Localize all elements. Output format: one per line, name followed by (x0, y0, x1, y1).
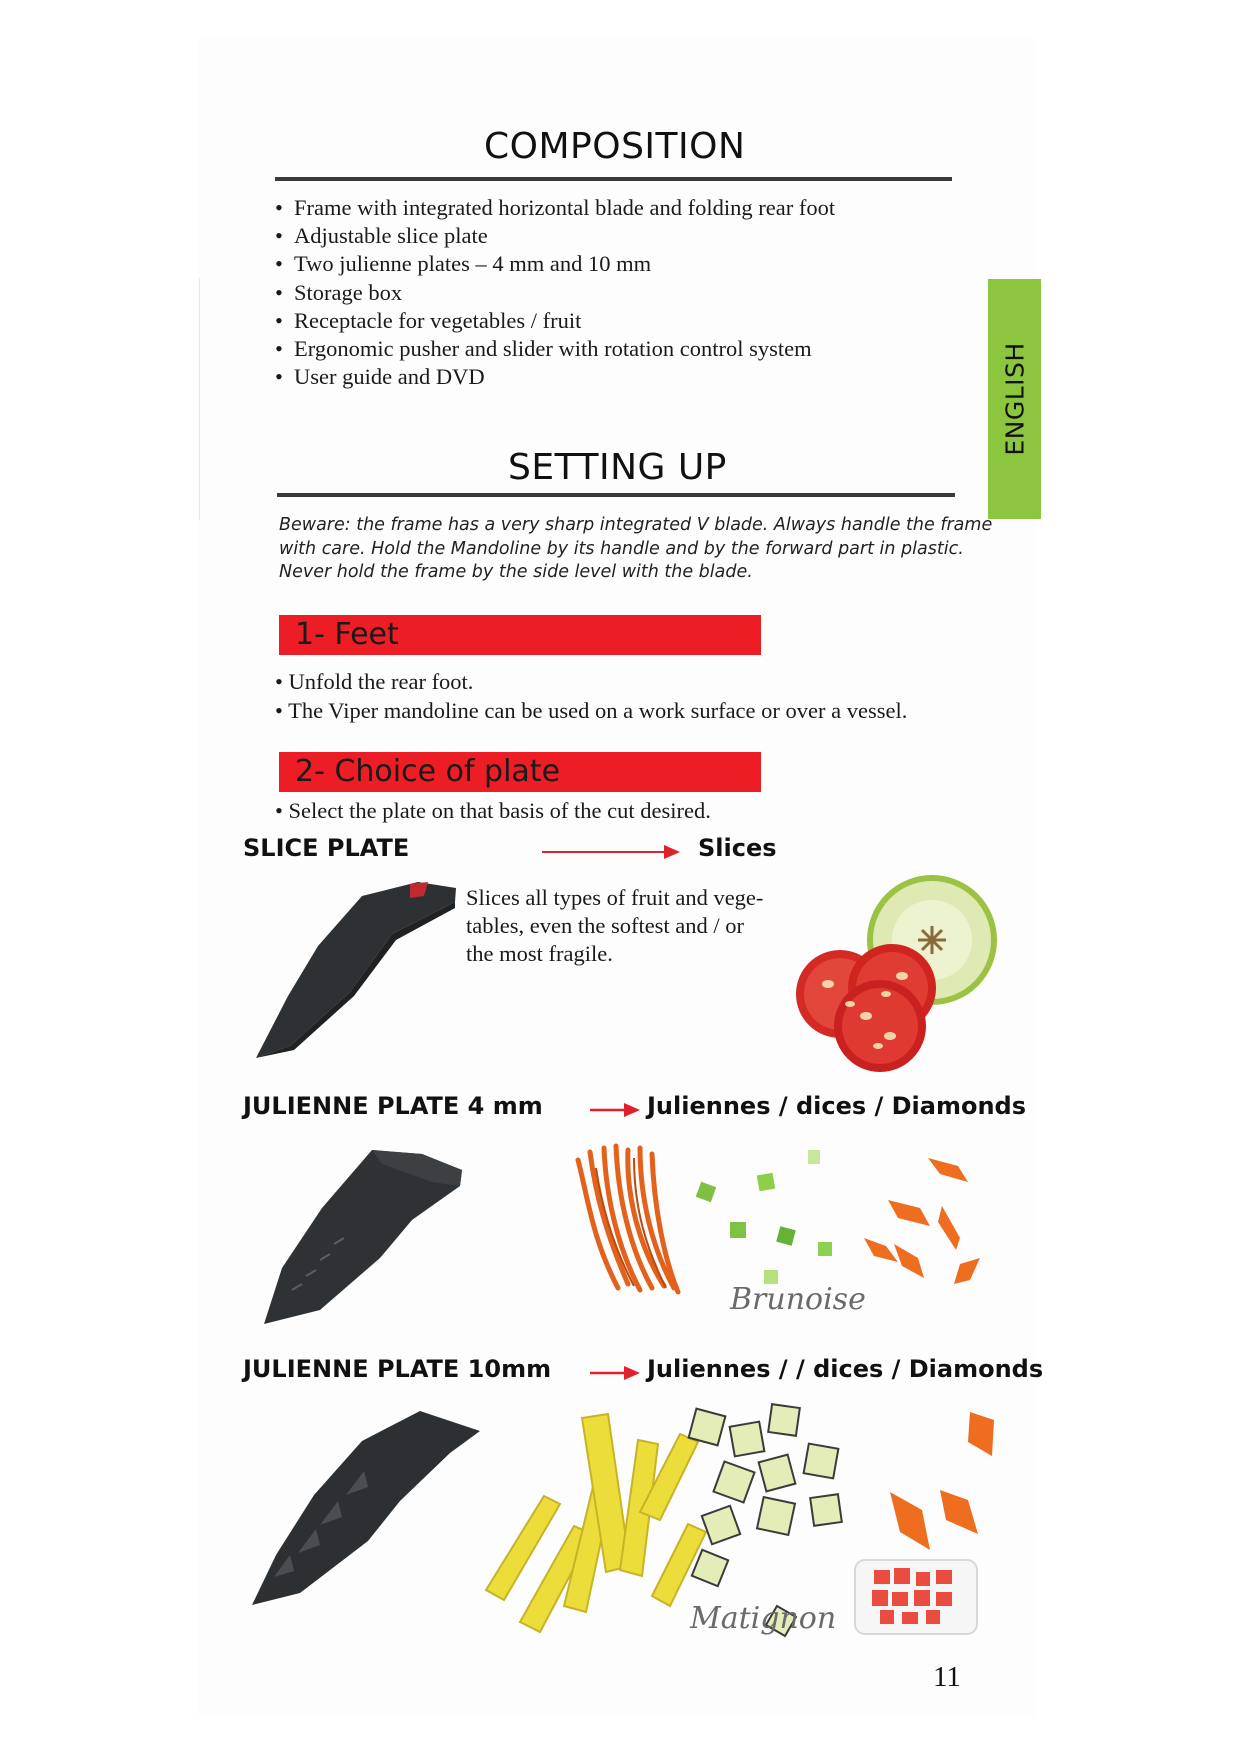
warning-line: with care. Hold the Mandoline by its handle and by the forward part in plastic. (279, 538, 964, 559)
step1-heading-bar (279, 615, 761, 655)
list-item: • Receptacle for vegetables / fruit (275, 307, 835, 335)
list-item: • Select the plate on that basis of the cut desired. (275, 798, 711, 823)
list-item: • The Viper mandoline can be used on a work surface or over a vessel. (275, 697, 908, 723)
warning-text (279, 514, 999, 585)
slice-plate-description (466, 884, 806, 969)
julienne-4mm-vegetables-image (568, 1138, 1008, 1298)
julienne-4mm-result: Juliennes / dices / Diamonds (647, 1092, 1027, 1120)
brunoise-label: Brunoise (730, 1282, 866, 1317)
setting-up-rule (277, 493, 955, 497)
julienne-10mm-result: Juliennes / / dices / Diamonds (647, 1355, 1044, 1383)
description-line: Slices all types of fruit and vege- (466, 885, 764, 910)
composition-title: COMPOSITION (484, 126, 746, 167)
list-item: • Ergonomic pusher and slider with rotation control system (275, 335, 835, 363)
step2-bullets (275, 797, 711, 826)
list-item: • Frame with integrated horizontal blade and folding rear foot (275, 194, 835, 222)
julienne-10mm-plate-image (250, 1405, 482, 1610)
list-item: • Unfold the rear foot. (275, 669, 474, 694)
step1-heading: 1- Feet (295, 617, 399, 652)
step2-heading-bar (279, 752, 761, 792)
matignon-label: Matignon (690, 1601, 837, 1636)
composition-list (275, 194, 835, 391)
slice-plate-result: Slices (698, 834, 777, 862)
julienne-10mm-label: JULIENNE PLATE 10mm (243, 1355, 552, 1383)
arrow-icon (542, 841, 682, 863)
arrow-icon (590, 1362, 642, 1384)
language-tab (988, 279, 1041, 519)
julienne-4mm-label: JULIENNE PLATE 4 mm (243, 1092, 543, 1120)
slice-plate-image (250, 876, 460, 1061)
tomato-apple-image (790, 876, 1005, 1076)
step1-bullets (275, 668, 907, 725)
list-item: • Adjustable slice plate (275, 222, 835, 250)
margin-line (199, 278, 200, 520)
warning-line: Beware: the frame has a very sharp integrated V blade. Always handle the frame (279, 515, 993, 535)
language-tab-label: ENGLISH (1000, 342, 1029, 456)
slice-plate-label: SLICE PLATE (243, 834, 410, 862)
julienne-4mm-plate-image (262, 1138, 467, 1330)
composition-rule (275, 177, 952, 181)
setting-up-title: SETTING UP (508, 447, 727, 488)
description-line: the most fragile. (466, 941, 613, 967)
step2-heading: 2- Choice of plate (295, 754, 561, 789)
list-item: • User guide and DVD (275, 363, 835, 391)
list-item: • Storage box (275, 279, 835, 307)
warning-line: Never hold the frame by the side level with the blade. (279, 562, 753, 582)
page-number: 11 (933, 1661, 961, 1693)
list-item: • Two julienne plates – 4 mm and 10 mm (275, 250, 835, 278)
arrow-icon (590, 1099, 642, 1121)
description-line: tables, even the softest and / or (466, 913, 745, 939)
